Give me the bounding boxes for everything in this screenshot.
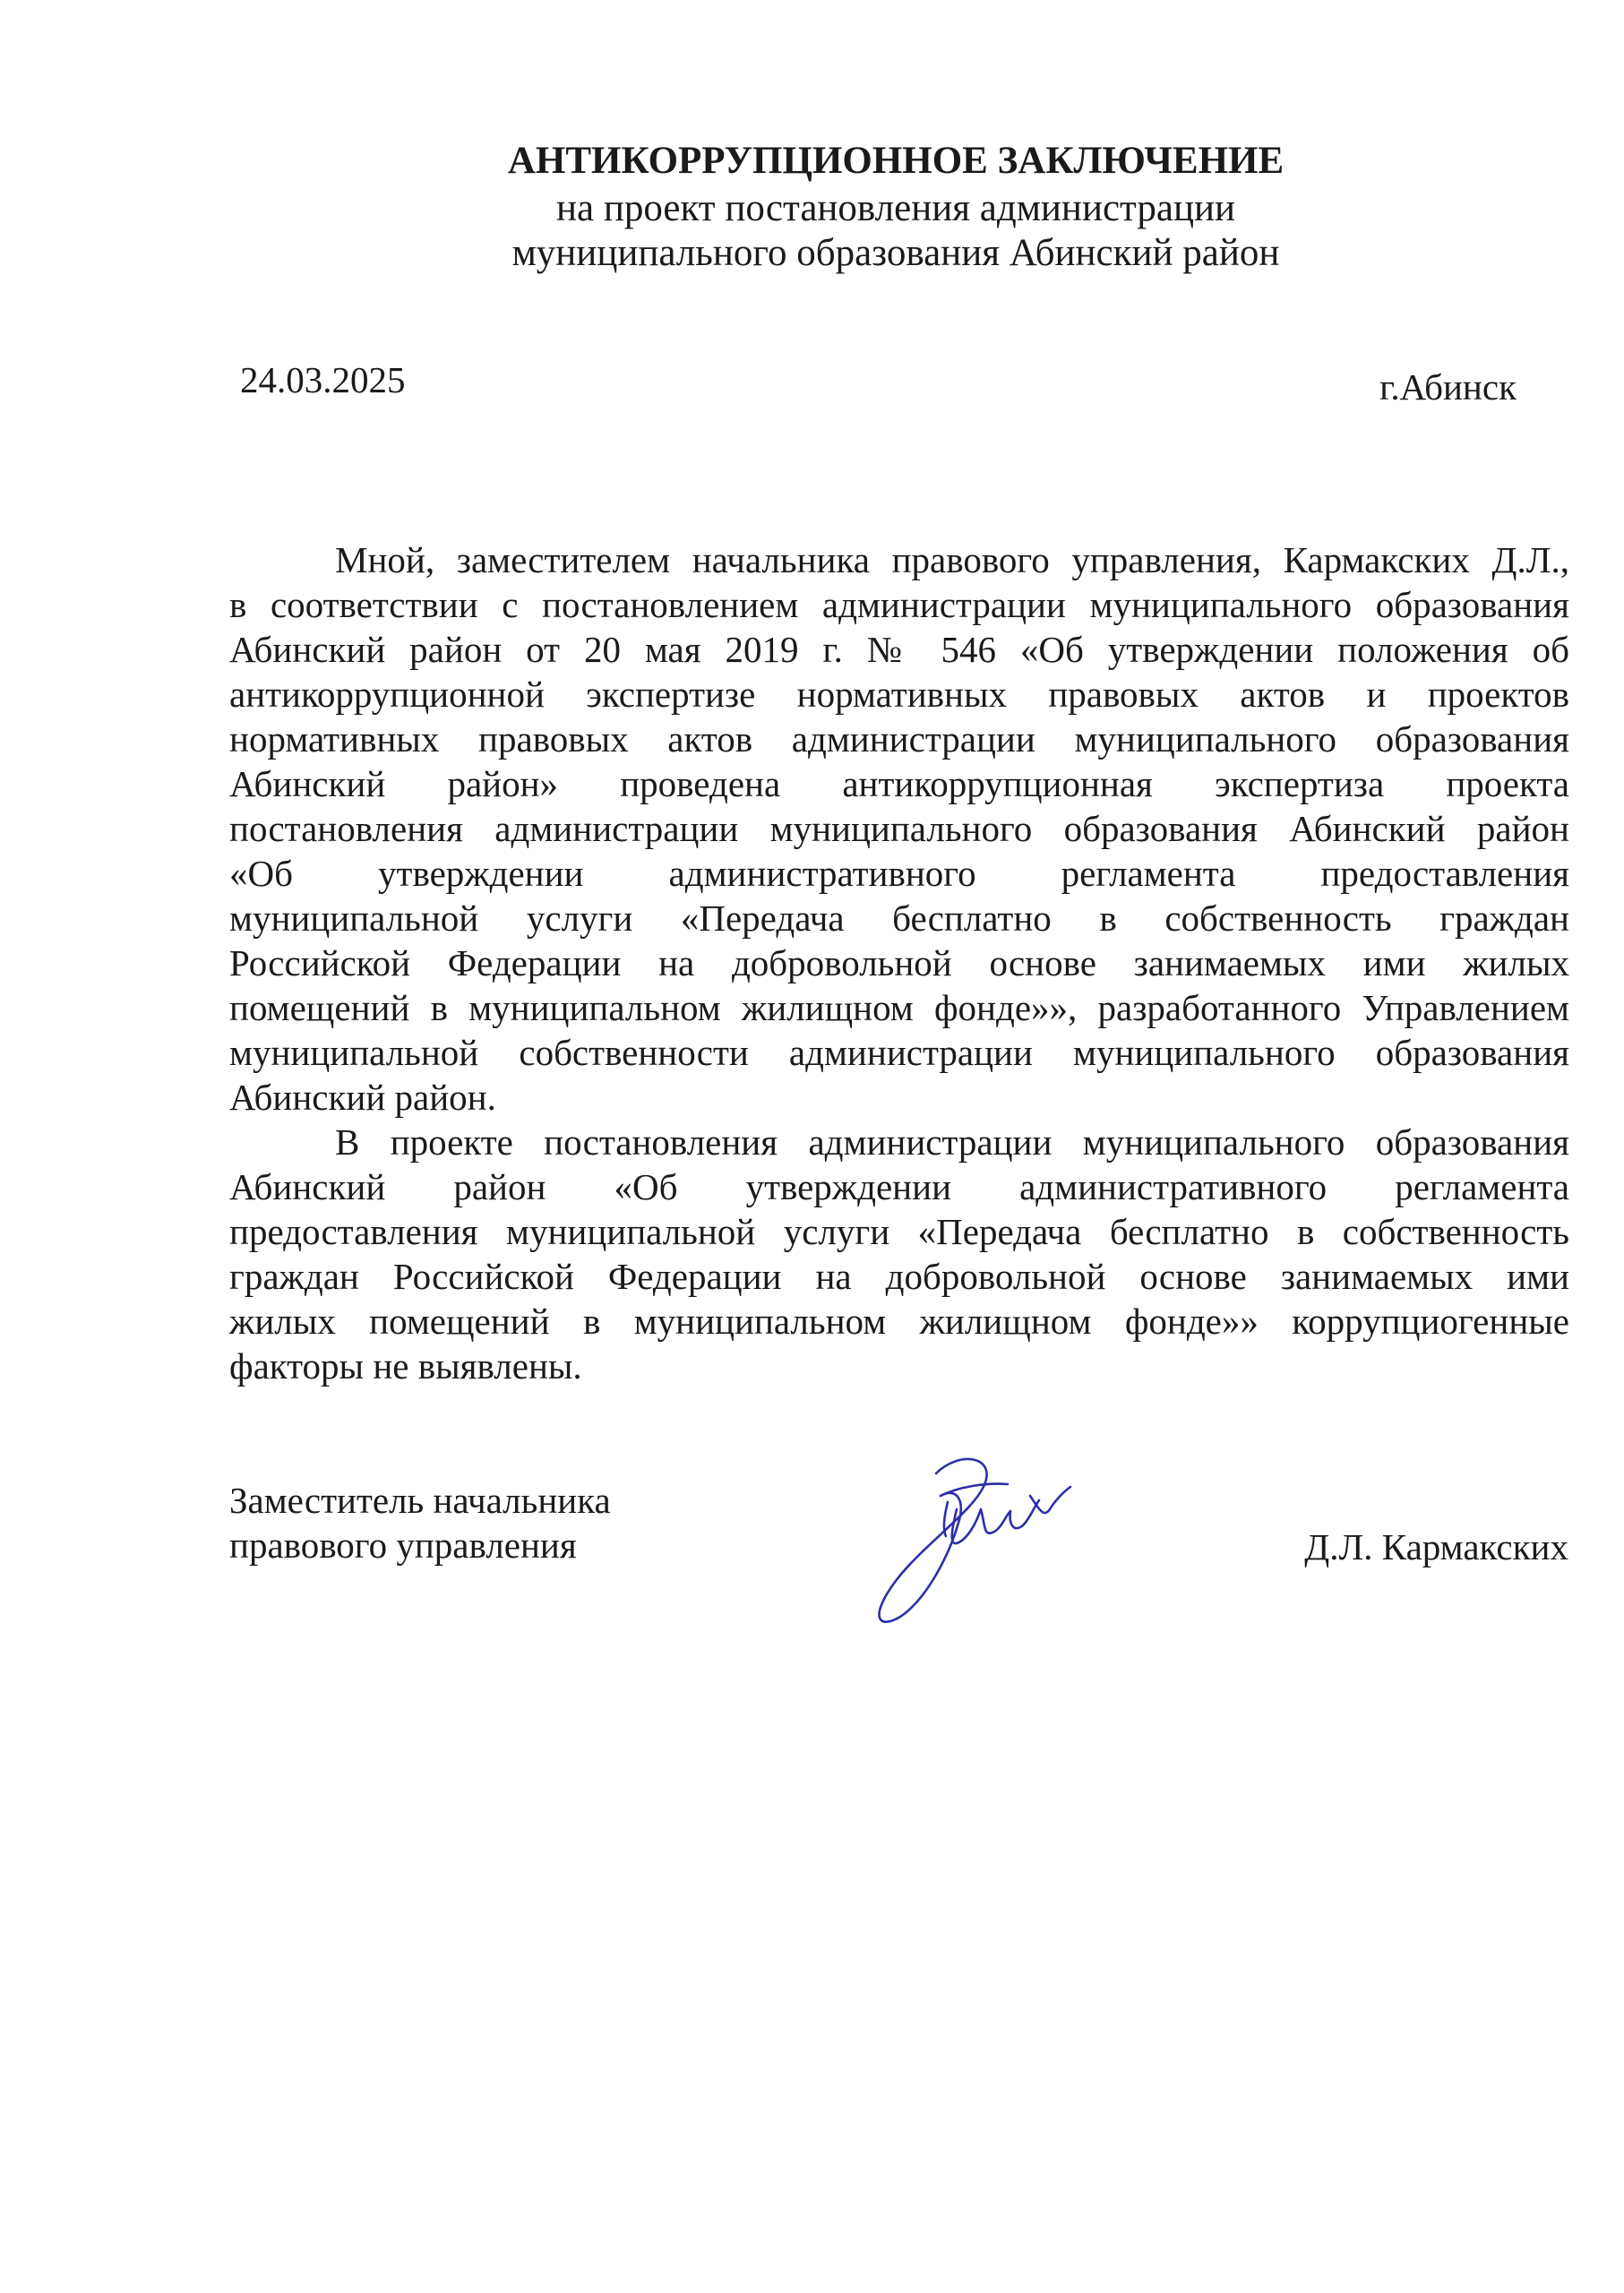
body-line: Абинский район от 20 мая 2019 г. № 546 «Об утверждении положения об [229,629,1569,670]
body-line: граждан Российской Федерации на добровольной основе занимаемых ими [229,1256,1569,1297]
signer-position-line-1: Заместитель начальника [229,1480,611,1521]
body-line: Абинский район «Об утверждении административного регламента [229,1166,1569,1207]
body-line: факторы не выявлены. [229,1345,582,1387]
document-subtitle-line-1: на проект постановления администрации [556,187,1235,229]
body-line: муниципальной услуги «Передача бесплатно в собственность граждан [229,897,1569,939]
document-body [229,537,1569,1388]
body-line: помещений в муниципальном жилищном фонде»», разработанного Управлением [229,987,1569,1028]
body-line: «Об утверждении административного регламента предоставления [229,853,1569,894]
body-line: в соответствии с постановлением администрации муниципального образования [229,584,1569,625]
signer-position-line-2: правового управления [229,1524,577,1566]
body-line: Мной, заместителем начальника правового управления, Кармакских Д.Л., [335,539,1569,580]
body-line: Российской Федерации на добровольной основе занимаемых ими жилых [229,942,1569,983]
body-line: Абинский район. [229,1077,496,1118]
body-line: постановления администрации муниципального образования Абинский район [229,808,1569,849]
body-line: предоставления муниципальной услуги «Передача бесплатно в собственность [229,1211,1569,1252]
body-line: муниципальной собственности администрации муниципального образования [229,1032,1569,1073]
body-paragraph-1 [229,537,1569,1120]
body-line: Абинский район» проведена антикоррупционная экспертиза проекта [229,763,1569,804]
document-title: АНТИКОРРУПЦИОННОЕ ЗАКЛЮЧЕНИЕ [507,140,1285,182]
handwritten-signature [851,1447,1084,1635]
document-date: 24.03.2025 [240,359,406,400]
body-paragraph-2 [229,1120,1569,1388]
body-line: антикоррупционной экспертизе нормативных правовых актов и проектов [229,674,1569,715]
document-subtitle-line-2: муниципального образования Абинский район [511,232,1280,274]
body-line: нормативных правовых актов администрации муниципального образования [229,718,1569,760]
signer-name: Д.Л. Кармакских [1304,1526,1568,1567]
body-line: В проекте постановления администрации муниципального образования [335,1121,1569,1163]
document-place: г.Абинск [1379,366,1517,408]
body-line: жилых помещений в муниципальном жилищном фонде»» коррупциогенные [229,1301,1569,1342]
